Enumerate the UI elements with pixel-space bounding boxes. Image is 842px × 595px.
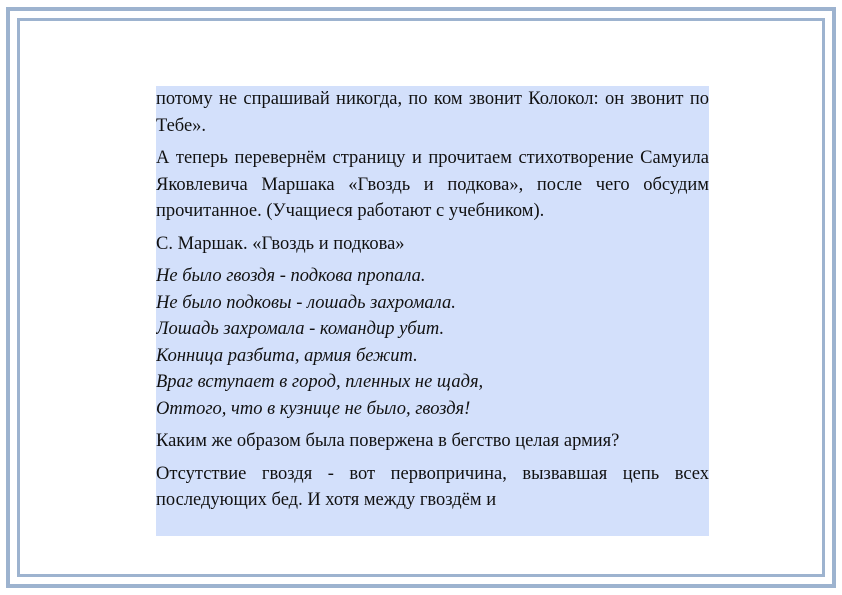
- poem-line: Не было гвоздя - подкова пропала.: [156, 266, 426, 286]
- paragraph-quote-end: потому не спрашивай никогда, по ком звонит Колокол: он звонит по Тебе».: [156, 89, 709, 136]
- poem-line: Конница разбита, армия бежит.: [156, 345, 418, 366]
- paragraph-instruction: А теперь перевернём страницу и прочитаем стихотворение Самуила Яковлевича Маршака «Гвоздь и подкова», после чего обсудим прочитанное. (Учащиеся работают с учебником).: [156, 148, 709, 221]
- poem-line: Оттого, что в кузнице не было, гвоздя!: [156, 398, 471, 419]
- poem-heading: С. Маршак. «Гвоздь и подкова»: [156, 233, 405, 254]
- poem-line: Лошадь захромала - командир убит.: [156, 319, 445, 339]
- highlighted-text-block: [156, 86, 709, 536]
- poem-line: Не было подковы - лошадь захромала.: [156, 292, 456, 313]
- question-text: Каким же образом была повержена в бегство целая армия?: [156, 431, 620, 451]
- poem-text: [156, 263, 709, 422]
- poem-line: Враг вступает в город, пленных не щадя,: [156, 372, 484, 392]
- paragraph-explanation: Отсутствие гвоздя - вот первопричина, вызвавшая цепь всех последующих бед. И хотя между гвоздём и: [156, 463, 709, 510]
